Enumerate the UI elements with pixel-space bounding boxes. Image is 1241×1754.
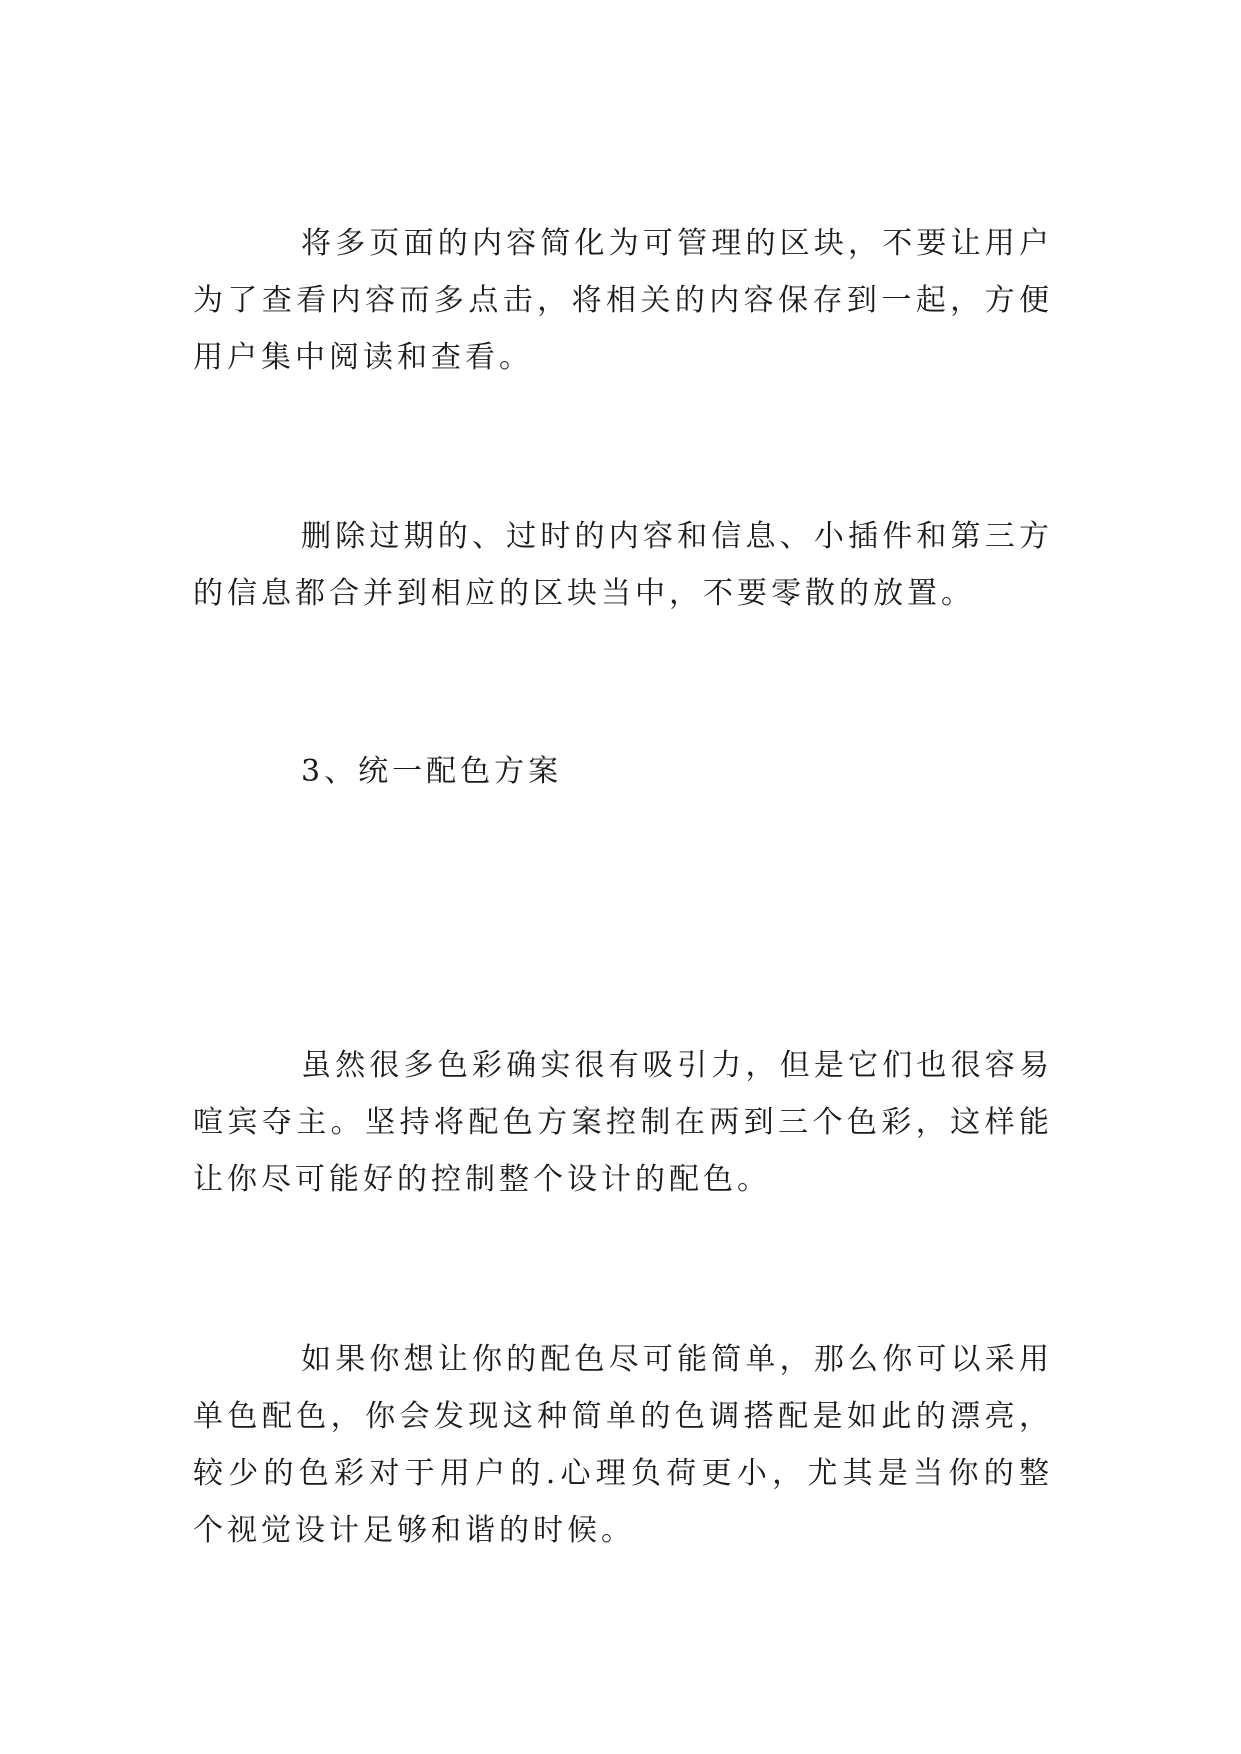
paragraph-content-simplification: 将多页面的内容简化为可管理的区块，不要让用户为了查看内容而多点击，将相关的内容保存到一起，方便用户集中阅读和查看。 bbox=[193, 226, 1053, 375]
paragraph-remove-outdated-content: 删除过期的、过时的内容和信息、小插件和第三方的信息都合并到相应的区块当中，不要零散的放置。 bbox=[193, 519, 1053, 611]
section-heading-color-scheme: 3、统一配色方案 bbox=[301, 754, 563, 789]
paragraph-monochrome-scheme: 如果你想让你的配色尽可能简单，那么你可以采用单色配色，你会发现这种简单的色调搭配是如此的漂亮，较少的色彩对于用户的.心理负荷更小，尤其是当你的整个视觉设计足够和谐的时候。 bbox=[193, 1342, 1053, 1548]
paragraph-limit-colors: 虽然很多色彩确实很有吸引力，但是它们也很容易喧宾夺主。坚持将配色方案控制在两到三个色彩，这样能让你尽可能好的控制整个设计的配色。 bbox=[193, 1048, 1053, 1197]
